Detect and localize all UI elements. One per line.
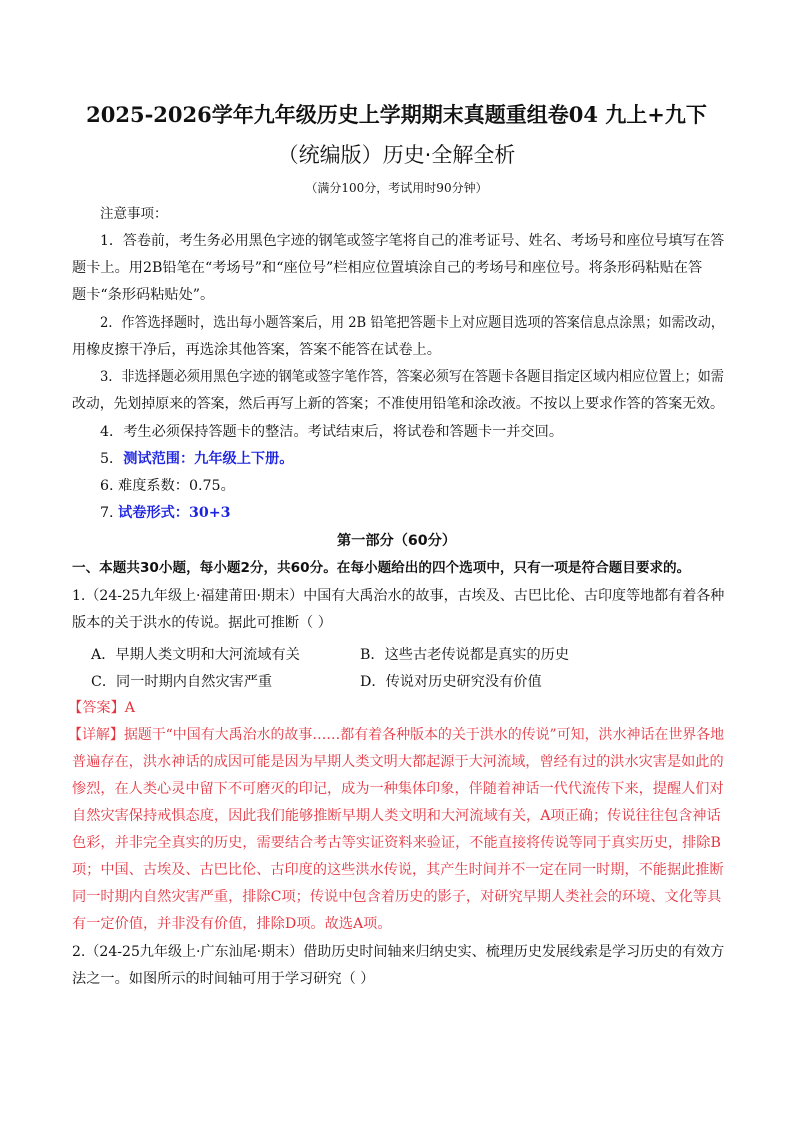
notice-item2-line1: 2．作答选择题时，选出每小题答案后，用 2B 铅笔把答题卡上对应题目选项的答案信息点涂黑；如需改动， [100,315,724,331]
q1-stem-line1: 1.（24-25九年级上·福建莆田·期末）中国有大禹治水的故事，古埃及、古巴比伦、古印度等地都有着各种 [72,588,725,604]
part1-heading: 第一部分（60分） [336,533,457,549]
q1-option-a: A．早期人类文明和大河流域有关 [91,647,300,663]
notice-item1-line3: 题卡“条形码粘贴处”。 [72,287,215,303]
notice-item3-line1: 3．非选择题必须用黑色字迹的钢笔或签字笔作答，答案必须写在答题卡各题目指定区域内相应位置上；如需 [100,369,724,385]
q1-detail-line: 同一时期内自然灾害严重，排除C项；传说中包含着历史的影子，对研究早期人类社会的环境、文化等具 [72,889,722,905]
notice-item5 [100,449,293,469]
notice-item2-line2: 用橡皮擦干净后，再选涂其他答案，答案不能答在试卷上。 [72,342,441,358]
document-title-line2: （统编版）历史·全解全析 [277,143,516,167]
notice-item7-number: 7. [100,505,119,521]
notice-item6: 6. 难度系数：0.75。 [100,478,235,494]
document-subtitle: （满分100分，考试用时90分钟） [305,181,488,195]
notice-item7 [100,503,231,523]
notice-item1-line1: 1．答卷前，考生务必用黑色字迹的钢笔或签字笔将自己的准考证号、姓名、考场号和座位号填写在答 [100,233,725,249]
q1-detail-line: 普遍存在，洪水神话的成因可能是因为早期人类文明大都起源于大河流域，曾经有过的洪水灾害是如此的 [72,754,724,770]
q2-stem-line2: 法之一。如图所示的时间轴可用于学习研究（ ） [72,971,375,987]
q2-stem-line1: 2.（24-25九年级上·广东汕尾·期末）借助历史时间轴来归纳史实、梳理历史发展线索是学习历史的有效方 [72,944,725,960]
q1-option-b: B．这些古老传说都是真实的历史 [360,647,570,663]
notice-item3-line2: 改动，先划掉原来的答案，然后再写上新的答案；不准使用铅笔和涂改液。不按以上要求作答的答案无效。 [72,396,724,412]
notice-item1-line2: 题卡上。用2B铅笔在“考场号”和“座位号”栏相应位置填涂自己的考场号和座位号。将条形码粘贴在答 [72,260,703,276]
q1-detail-line: 惨烈，在人类心灵中留下不可磨灭的印记，成为一种集体印象，伴随着神话一代代流传下来，提醒人们对 [72,781,724,797]
notice-item7-text: 试卷形式：30+3 [118,505,231,521]
q1-answer: 【答案】A [68,700,135,716]
document-title-line1: 2025-2026学年九年级历史上学期期末真题重组卷04 九上+九下 [86,102,707,127]
q1-option-c: C．同一时期内自然灾害严重 [91,674,273,690]
q1-detail-line: 色彩，并非完全真实的历史，需要结合考古等实证资料来验证，不能直接将传说等同于真实历史，排除B [72,835,721,851]
q1-detail-line: 有一定价值，并非没有价值，排除D项。故选A项。 [72,916,392,932]
q1-option-d: D．传说对历史研究没有价值 [360,674,542,690]
q1-stem-line2: 版本的关于洪水的传说。据此可推断（ ） [72,615,332,631]
notice-item5-number: 5． [100,451,124,467]
q1-detail-line: 【详解】据题干“中国有大禹治水的故事……都有着各种版本的关于洪水的传说”可知，洪水神话在世界各地 [68,727,725,743]
notice-item4: 4．考生必须保持答题卡的整洁。考试结束后，将试卷和答题卡一并交回。 [100,424,564,440]
q1-detail-line: 项；中国、古埃及、古巴比伦、古印度的这些洪水传说，其产生时间并不一定在同一时期，不能据此推断 [72,862,724,878]
q1-detail-line: 自然灾害保持戒惧态度，因此我们能够推断早期人类文明和大河流域有关，A项正确；传说往往包含神话 [72,808,721,824]
notice-heading: 注意事项： [100,206,168,222]
notice-item5-text: 测试范围：九年级上下册。 [123,451,294,467]
part1-instruction: 一、本题共30小题，每小题2分，共60分。在每小题给出的四个选项中，只有一项是符合题目要求的。 [72,560,691,576]
